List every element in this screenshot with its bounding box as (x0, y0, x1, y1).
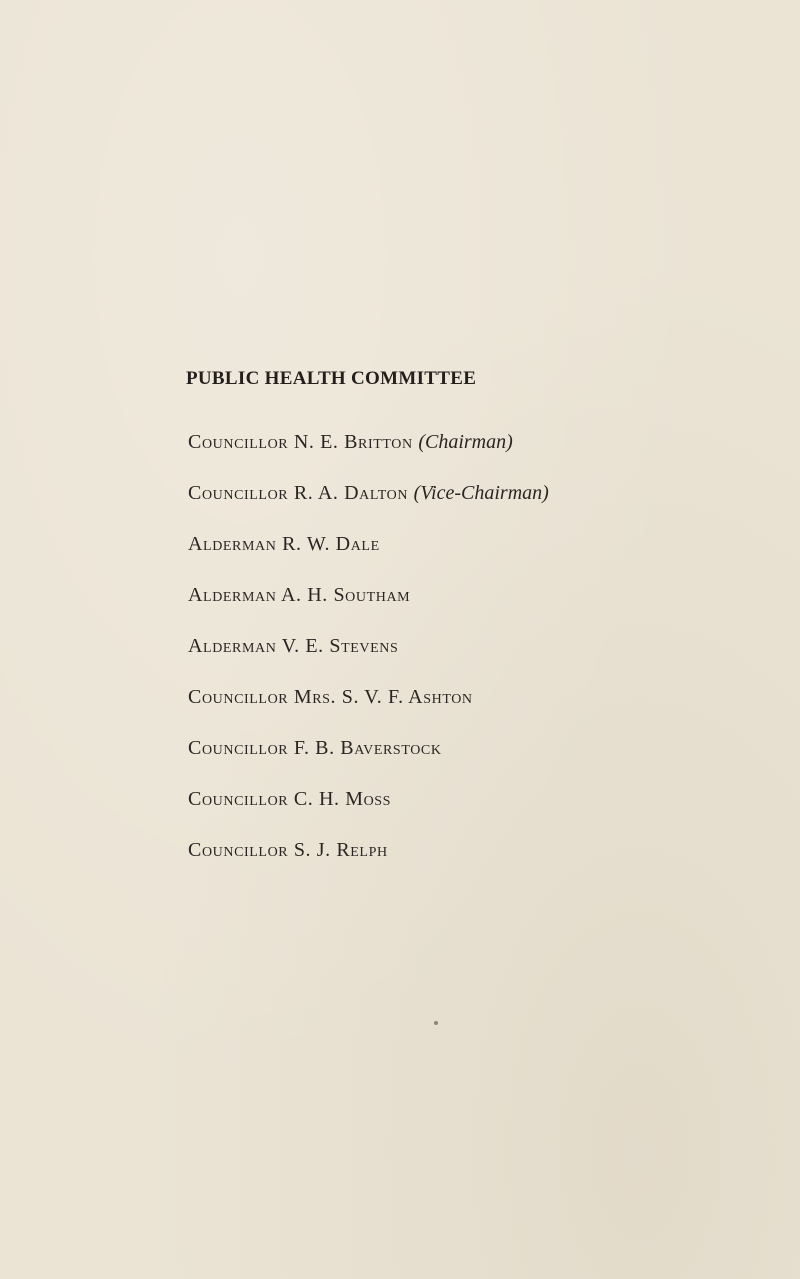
member-role: (Chairman) (418, 431, 513, 453)
member-name: Councillor Mrs. S. V. F. Ashton (188, 686, 473, 708)
member-entry (188, 685, 549, 736)
member-name: Alderman R. W. Dale (188, 533, 380, 555)
committee-title: PUBLIC HEALTH COMMITTEE (186, 368, 477, 389)
member-name: Councillor R. A. Dalton (188, 482, 409, 504)
member-entry (188, 583, 549, 634)
member-name: Councillor S. J. Relph (188, 839, 388, 861)
member-name: Councillor N. E. Britton (188, 431, 413, 453)
member-entry (188, 787, 549, 838)
member-role: (Vice-Chairman) (413, 482, 549, 504)
member-entry (188, 634, 549, 685)
member-name: Councillor C. H. Moss (188, 788, 392, 810)
member-name: Alderman V. E. Stevens (188, 635, 399, 657)
member-name: Alderman A. H. Southam (188, 584, 411, 606)
member-name: Councillor F. B. Baverstock (188, 737, 442, 759)
member-entry (188, 532, 549, 583)
member-entry (188, 430, 549, 481)
member-entry (188, 481, 549, 532)
paper-speck (434, 1021, 438, 1025)
member-entry (188, 838, 549, 889)
member-entry (188, 736, 549, 787)
member-list (188, 430, 549, 889)
